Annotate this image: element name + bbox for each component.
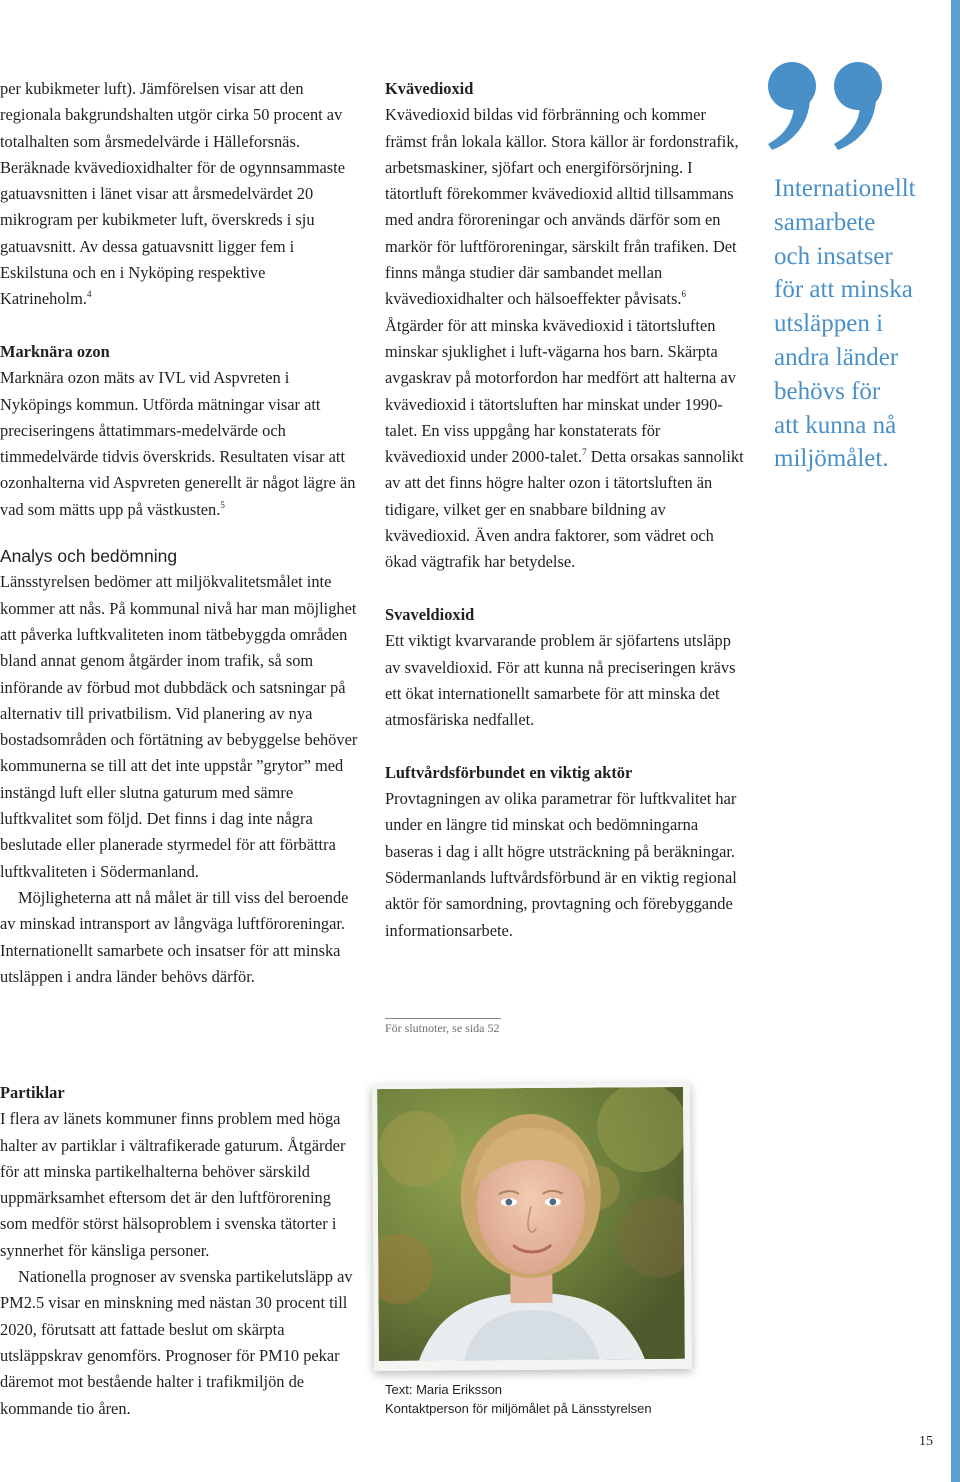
heading-svaveldioxid: Svaveldioxid: [385, 604, 475, 624]
caption-contact: Kontaktperson för miljömålet på Länsstyrelsen: [385, 1400, 652, 1416]
heading-analys: Analys och bedömning: [0, 546, 178, 567]
paragraph-text: per kubikmeter luft). Jämförelsen visar att den regionala bakgrundshalten utgör cirka 50 procent av totalhalten som årsmedelvärde i Hälleforsnäs. Beräknade kvävedioxidhalter för de ogynnsammaste gatuavsnitten i länet visar att årsmedelvärdet 20 mikrogram per kubikmeter luft, överskreds i sju gatuavsnitt. Av dessa gatuavsnitt ligger fem i Eskilstuna och en i Nyköping respektive Katrineholm.: [0, 79, 345, 309]
pull-quote: [774, 172, 949, 476]
page-number: 15: [919, 1434, 933, 1449]
paragraph-ozon: [0, 365, 360, 523]
endnote-ref: 5: [220, 499, 225, 510]
caption-author: Text: Maria Eriksson: [385, 1382, 503, 1397]
column-left-bottom: [0, 1080, 360, 1422]
portrait-illustration: [377, 1087, 685, 1361]
paragraph-svaveldioxid: Ett viktigt kvarvarande problem är sjöfartens utsläpp av svaveldioxid. För att kunna nå preciseringen krävs ett ökat internationellt samarbete för att minska det atmosfäriska nedfallet.: [385, 631, 736, 730]
page-edge-stripe: [951, 0, 960, 1482]
pull-quote-line: utsläppen i: [774, 310, 884, 338]
paragraph-prognoser: Nationella prognoser av svenska partikelutsläpp av PM2.5 visar en minskning med nästan 30 procent till 2020, förutsatt att fattade beslut om skärpta utsläppskrav genomförs. Prognoser för PM10 pekar däremot mot bestående halter i trafikmiljön de kommande tio åren.: [0, 1267, 353, 1418]
pull-quote-line: Internationellt: [774, 175, 916, 202]
paragraph-luftvardsforbundet: Provtagningen av olika parametrar för luftkvalitet har under en längre tid minskat och bedömningarna baseras i dag i allt högre utsträckning på beräkningar. Södermanlands luftvårdsförbund är en viktig regional aktör för samordning, provtagning och förebyggande informationsarbete.: [385, 789, 737, 940]
pull-quote-line: för att minska: [774, 276, 913, 304]
heading-ozon: Marknära ozon: [0, 341, 110, 361]
pull-quote-line: behövs för: [774, 377, 881, 405]
heading-partiklar: Partiklar: [0, 1083, 65, 1102]
footnote-rule: [385, 1018, 501, 1019]
pull-quote-line: miljömålet.: [774, 445, 889, 473]
heading-kvavedioxid: Kvävedioxid: [385, 79, 474, 98]
endnote-ref: 6: [681, 289, 686, 300]
paragraph-text: Kvävedioxid bildas vid förbränning och kommer främst från lokala källor. Stora källor är fordonstrafik, arbetsmaskiner, sjöfart och energiförsörjning. I tätortluft förekommer kvävedioxid alltid tillsammans med andra föroreningar och används därför som en markör för luftföroreningar, särskilt från trafiken. Det finns många studier där sambandet mellan kvävedioxidhalter och hälsoeffekter påvisats.: [385, 105, 739, 309]
footnote: För slutnoter, se sida 52: [385, 1021, 500, 1035]
paragraph-text: Detta orsakas sannolikt av att det finns högre halter ozon i tätortsluften än tidigare, vilket ger en snabbare bildning av kvävedioxid. Även andra faktorer, som vädret och ökad vägtrafik har betydelse.: [385, 447, 744, 572]
quotation-mark-icon: [764, 60, 890, 152]
endnote-ref: 4: [86, 289, 92, 300]
paragraph-no2-intro: [0, 76, 360, 313]
paragraph-mojligheter: Möjligheterna att nå målet är till viss del beroende av minskad intransport av långväga luftföroreningar. Internationellt samarbete och insatser för att minska utsläppen i andra länder behövs därför.: [0, 887, 349, 986]
paragraph-text: Marknära ozon mäts av IVL vid Aspvreten i Nyköpings kommun. Utförda mätningar visar att preciseringens åttatimmars-medelvärde och timmedelvärde tidvis överskrids. Resultaten visar att ozonhalterna vid Aspvreten generellt är något lägre än vad som mätts upp på västkusten.: [0, 368, 356, 519]
column-middle: [385, 76, 745, 944]
paragraph-partiklar: I flera av länets kommuner finns problem med höga halter av partiklar i vältrafikerade gaturum. Åtgärder för att minska partikelhalterna behöver särskild uppmärksamhet eftersom det är den luftförorening som medför störst hälsoproblem i svenska tätorter i synnerhet för känsliga personer.: [0, 1109, 346, 1260]
pull-quote-line: och insatser: [774, 242, 893, 270]
portrait-photo: [377, 1087, 685, 1361]
pull-quote-line: samarbete: [774, 208, 876, 236]
pull-quote-line: andra länder: [774, 343, 899, 371]
photo-caption: [385, 1381, 652, 1418]
portrait-photo-frame: [372, 1083, 692, 1371]
heading-luftvardsforbundet: Luftvårdsförbundet en viktig aktör: [385, 762, 633, 782]
paragraph-analys: Länsstyrelsen bedömer att miljökvalitetsmålet inte kommer att nås. På kommunal nivå har man möjlighet att påverka luftkvaliteten inom tätbebyggda områden bland annat genom åtgärder inom trafik, så som införande av förbud mot dubbdäck och satsningar på alternativ till privatbilism. Vid planering av nya bostadsområden och förtätning av bebyggelse behöver kommunerna se till att det inte uppstår ”grytor” med instängd luft eller slutna gaturum med sämre luftkvalitet som följd. Det finns i dag inte några beslutade eller planerade styrmedel för att förbättra luftkvaliteten i Södermanland.: [0, 572, 358, 881]
paragraph-kvavedioxid: [385, 102, 745, 575]
pull-quote-line: att kunna nå: [774, 411, 897, 439]
column-left-top: [0, 76, 360, 990]
endnote-ref: 7: [582, 447, 587, 458]
paragraph-text: Åtgärder för att minska kvävedioxid i tätortsluften minskar sjuklighet i luft-vägarna hos barn. Skärpta avgaskrav på motorfordon har medfört att halterna av kvävedioxid i tätortsluften har minskat under 1990-talet. En viss uppgång har konstaterats för kvävedioxid under 2000-talet.: [385, 315, 736, 467]
